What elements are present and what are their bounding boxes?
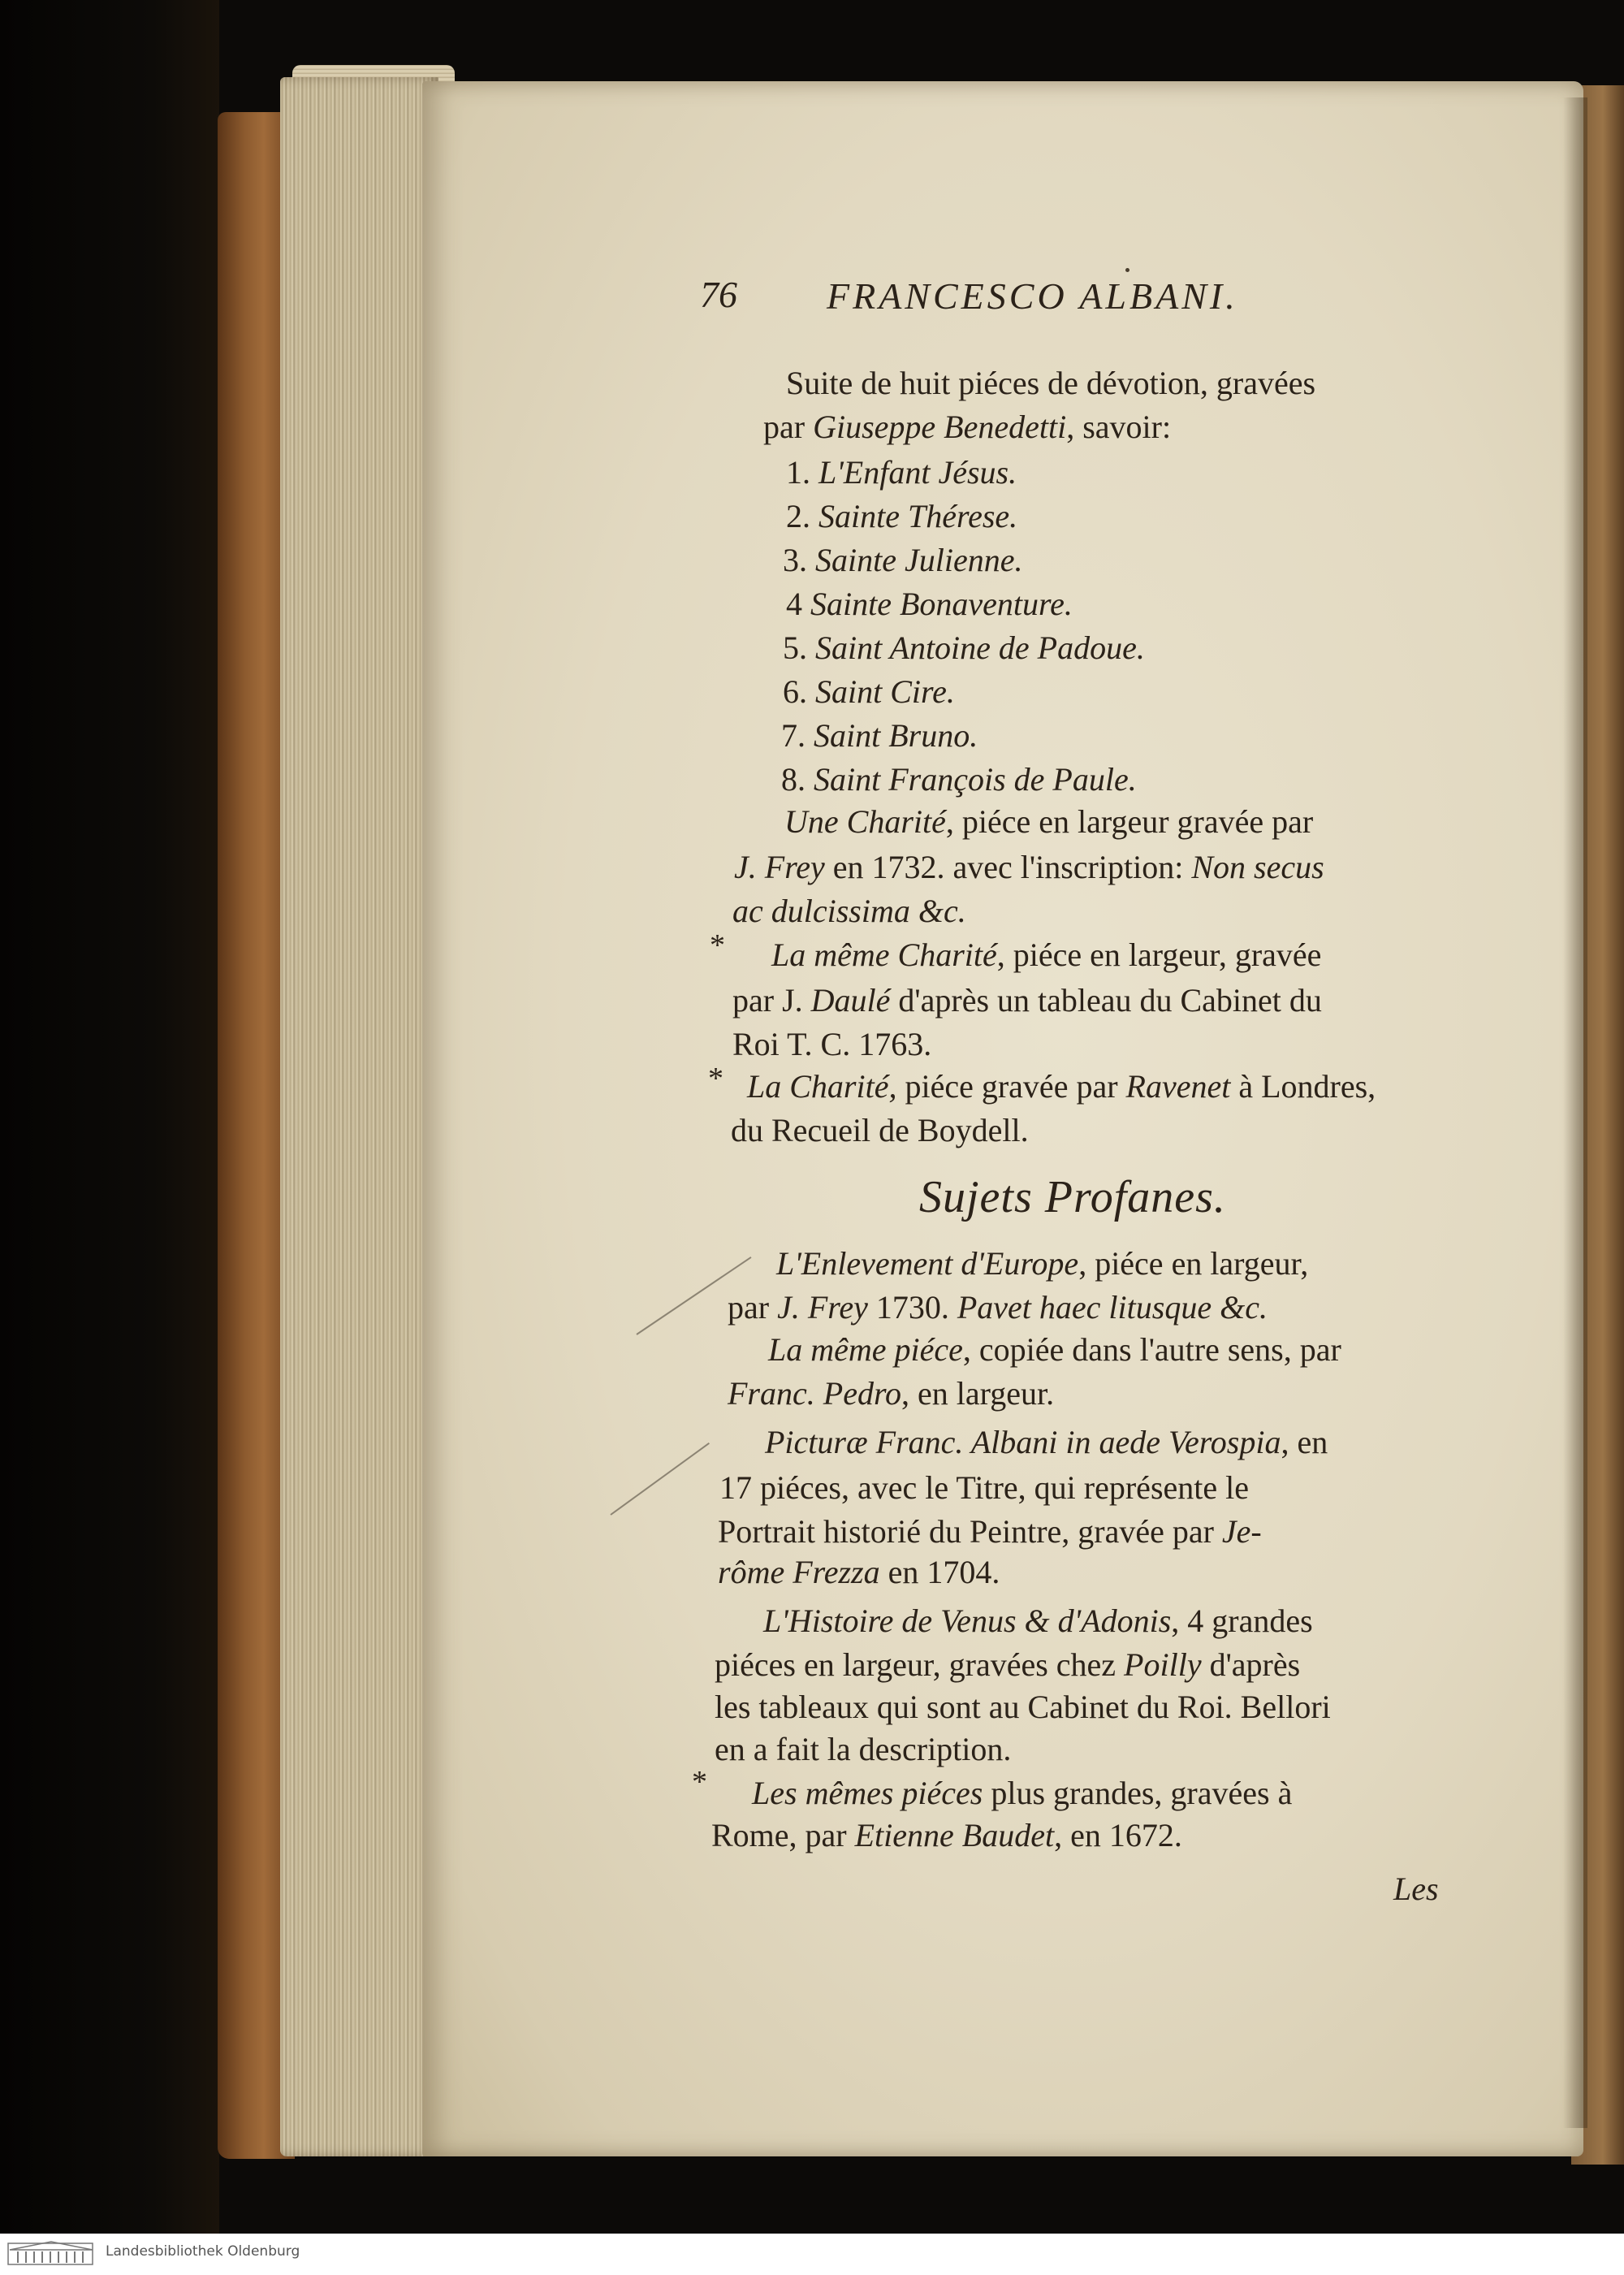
ink-dot [1125, 268, 1129, 272]
section-heading: Sujets Profanes. [919, 1172, 1226, 1222]
text-line [771, 936, 1322, 973]
work-title: Picturæ Franc. Albani in aede Verospia [765, 1424, 1281, 1460]
work-title: L'Enlevement d'Europe [776, 1245, 1079, 1282]
work-title: L'Histoire de Venus & d'Adonis [763, 1602, 1172, 1639]
text-run: , savoir: [1066, 409, 1172, 445]
text-run: en 1704. [879, 1554, 1000, 1590]
list-number: 7. [781, 717, 806, 754]
text-line [734, 851, 1324, 884]
engraver-name: J. Frey [777, 1289, 868, 1326]
work-title: Une Charité [784, 803, 946, 840]
text-line [711, 1819, 1182, 1852]
engraver-name: Daulé [810, 982, 891, 1019]
engraver-name: Franc. Pedro [728, 1375, 902, 1412]
engraver-name: J. Frey [734, 849, 825, 885]
list-title: Sainte Thérese. [818, 498, 1018, 534]
text-run: par [763, 409, 814, 445]
text-line: Roi T. C. 1763. [732, 1026, 932, 1062]
list-item [786, 588, 1073, 621]
list-title: Saint François de Paule. [814, 761, 1137, 798]
text-run: Rome, par [711, 1817, 855, 1853]
list-number: 1. [786, 454, 810, 491]
catchword: Les [1393, 1871, 1439, 1907]
list-title: Sainte Bonaventure. [810, 586, 1073, 622]
text-run: à Londres, [1230, 1068, 1376, 1105]
text-line: 17 piéces, avec le Titre, qui représente le [719, 1469, 1249, 1506]
text-line [784, 803, 1314, 840]
background-shadow [0, 0, 219, 2234]
text-run: d'après [1201, 1646, 1301, 1683]
text-line [732, 984, 1322, 1017]
list-item [781, 763, 1137, 796]
list-item [786, 500, 1017, 533]
text-run: plus grandes, gravées à [983, 1775, 1293, 1811]
engraver-name: rôme Frezza [718, 1554, 880, 1590]
text-line [752, 1777, 1292, 1810]
text-line [718, 1513, 1262, 1550]
list-item [783, 544, 1022, 577]
page-gutter [1563, 97, 1587, 2128]
list-item [783, 629, 1145, 666]
text-line [786, 367, 1315, 400]
text-run: , piéce en largeur, [1078, 1245, 1309, 1282]
text-run: Suite de huit piéces de dévotion, gravées [786, 365, 1316, 401]
text-line [768, 1331, 1341, 1368]
text-run: Portrait historié du Peintre, gravée par [718, 1513, 1222, 1550]
work-title: Les mêmes piéces [752, 1775, 983, 1811]
text-line [715, 1646, 1301, 1683]
text-run: 1730. [867, 1289, 957, 1326]
list-number: 3. [783, 542, 807, 578]
list-number: 2. [786, 498, 810, 534]
text-run: par J. [732, 982, 811, 1019]
page-edges-stack [280, 77, 438, 2156]
library-name: Landesbibliothek Oldenburg [106, 2243, 300, 2260]
list-item [781, 717, 978, 754]
text-run: , 4 grandes [1171, 1602, 1313, 1639]
running-head: FRANCESCO ALBANI. [827, 275, 1238, 317]
text-run: en 1732. avec l'inscription: [824, 849, 1192, 885]
text-run: , piéce en largeur gravée par [945, 803, 1314, 840]
text-line [776, 1245, 1309, 1282]
work-title: La Charité, [747, 1068, 897, 1105]
list-number: 5. [783, 629, 807, 666]
list-number: 6. [783, 673, 807, 710]
text-run: , piéce en largeur, gravée [996, 936, 1322, 973]
text-run: , en largeur. [901, 1375, 1055, 1412]
engraver-name: Je- [1221, 1513, 1262, 1550]
engraver-name: Poilly [1124, 1646, 1202, 1683]
text-run: piéces en largeur, gravées chez [715, 1646, 1125, 1683]
text-run: piéce gravée par [896, 1068, 1126, 1105]
text-run: , en 1672. [1054, 1817, 1182, 1853]
text-line [728, 1375, 1055, 1412]
text-line [763, 1602, 1313, 1639]
inscription: Non secus [1191, 849, 1324, 885]
text-line: en a fait la description. [715, 1731, 1012, 1767]
text-line [747, 1070, 1376, 1103]
text-line [763, 411, 1171, 443]
text-run: d'après un tableau du Cabinet du [890, 982, 1322, 1019]
list-title: Saint Cire. [815, 673, 955, 710]
list-title: Sainte Julienne. [815, 542, 1023, 578]
page-number: 76 [700, 274, 737, 315]
text-line: les tableaux qui sont au Cabinet du Roi. Bellori [715, 1689, 1331, 1725]
text-run: , en [1281, 1424, 1328, 1460]
inscription: ac dulcissima &c. [732, 893, 966, 929]
text-run: par [728, 1289, 778, 1326]
list-item [783, 673, 955, 710]
asterisk-mark: * [708, 1062, 723, 1096]
text-line [718, 1556, 1000, 1589]
engraver-name: Etienne Baudet [854, 1817, 1055, 1853]
asterisk-mark: * [692, 1765, 707, 1799]
list-number: 8. [781, 761, 806, 798]
text-line: du Recueil de Boydell. [731, 1112, 1029, 1148]
text-run: , copiée dans l'autre sens, par [962, 1331, 1341, 1368]
engraver-name: Ravenet [1125, 1068, 1231, 1105]
library-logo-icon [6, 2240, 97, 2268]
asterisk-mark: * [710, 928, 725, 962]
list-title: Saint Bruno. [814, 717, 978, 754]
work-title: La même Charité [771, 936, 997, 973]
text-line [765, 1426, 1328, 1459]
text-line [728, 1291, 1268, 1324]
list-number: 4 [786, 586, 802, 622]
engraver-name: Giuseppe Benedetti [813, 409, 1067, 445]
list-item [786, 456, 1017, 489]
list-title: Saint Antoine de Padoue. [815, 629, 1145, 666]
inscription: Pavet haec litusque &c. [957, 1289, 1268, 1326]
list-title: L'Enfant Jésus. [818, 454, 1017, 491]
work-title: La même piéce [768, 1331, 963, 1368]
